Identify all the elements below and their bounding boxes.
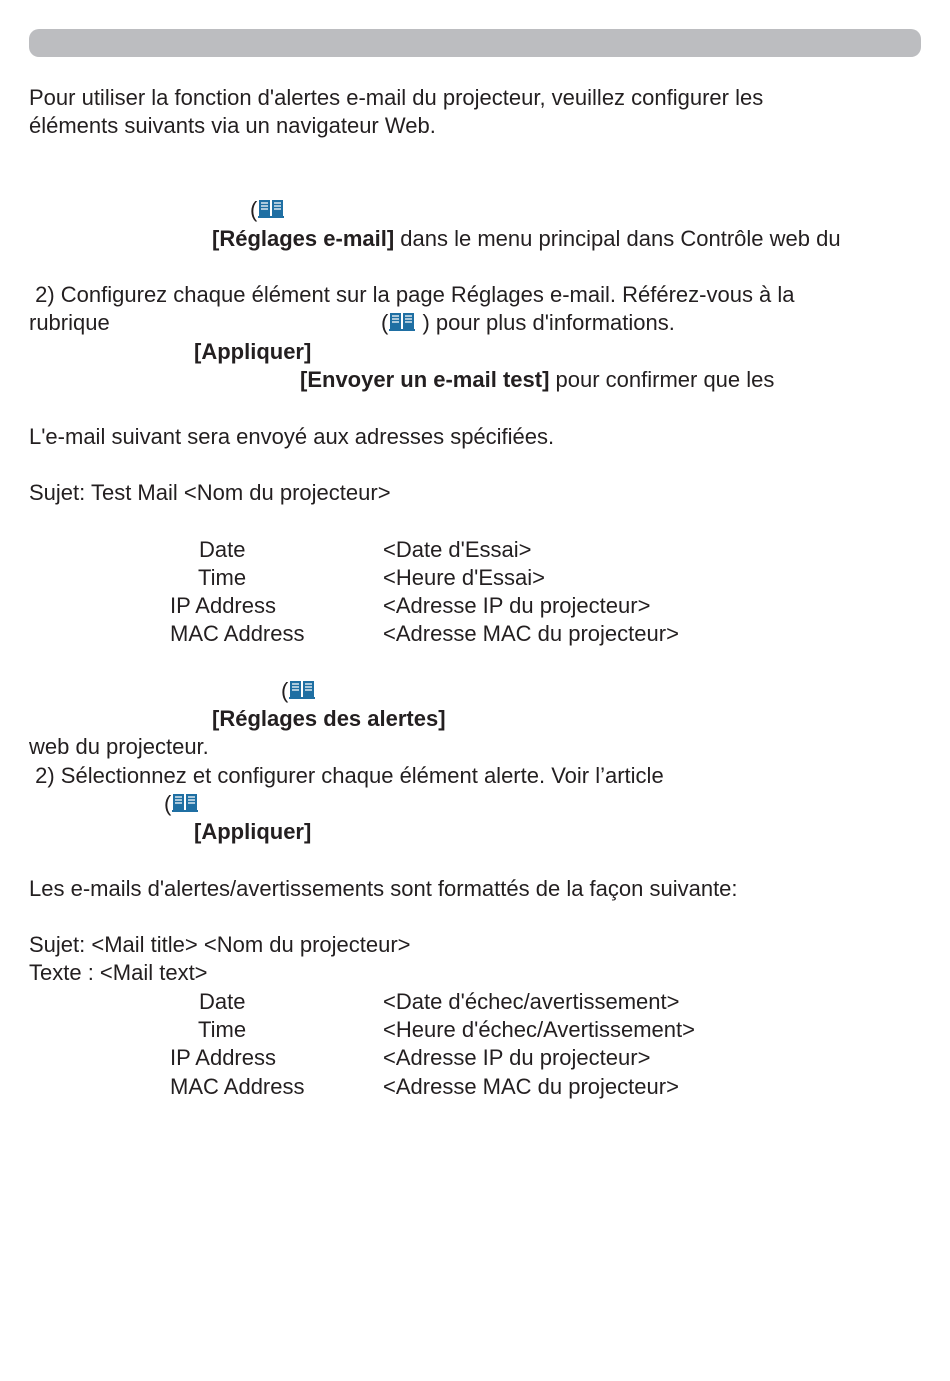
email-step-2-line-2b [381,309,675,337]
email-ref [250,196,285,224]
book-icon [288,678,316,700]
email-step-1-text: dans le menu principal dans Contrôle web du [394,226,841,251]
alert-subject: Sujet: <Mail title> <Nom du projecteur> [29,932,411,957]
test-rest: pour confirmer que les [549,367,775,392]
email-subject: Sujet: Test Mail <Nom du projecteur> [29,480,391,505]
ref-paren: ( [250,197,258,222]
alert-format-intro: Les e-mails d'alertes/avertissements sont formattés de la façon suivante: [29,876,738,901]
step2-info: ) pour plus d'informations. [416,310,675,335]
alert-field-value: <Adresse IP du projecteur> [383,1045,651,1070]
email-field-value: <Date d'Essai> [383,537,532,562]
email-field-label: IP Address [170,593,276,618]
alert-field-label: MAC Address [170,1074,305,1099]
ref-paren: ( [281,678,289,703]
send-test-email-ref: [Envoyer un e-mail test] [300,367,550,392]
email-field-label: Date [199,537,246,562]
intro-line-2: éléments suivants via un navigateur Web. [29,113,436,138]
alert-text: Texte : <Mail text> [29,960,208,985]
email-field-value: <Adresse IP du projecteur> [383,593,651,618]
step2-paren: ( [164,791,172,816]
email-field-value: <Heure d'Essai> [383,565,545,590]
email-step-2-line-1: 2) Configurez chaque élément sur la page Réglages e-mail. Référez-vous à la [29,282,795,307]
alert-step-2-ref [164,790,199,818]
alert-field-value: <Adresse MAC du projecteur> [383,1074,679,1099]
book-icon [171,791,199,813]
email-field-label: MAC Address [170,621,305,646]
alert-apply-ref: [Appliquer] [194,819,312,844]
email-sent-to: L'e-mail suivant sera envoyé aux adresses spécifiées. [29,424,555,449]
email-field-label: Time [198,565,247,590]
intro-line-1: Pour utiliser la fonction d'alertes e-mail du projecteur, veuillez configurer les [29,85,764,110]
alert-ref [281,677,316,705]
alert-step-2-line-1: 2) Sélectionnez et configurer chaque élément alerte. Voir l’article [29,763,664,788]
alert-field-label: Date [199,989,246,1014]
book-icon [388,310,416,332]
email-apply-ref: [Appliquer] [194,339,312,364]
alert-field-label: Time [198,1017,247,1042]
email-field-value: <Adresse MAC du projecteur> [383,621,679,646]
header-bar [29,29,921,57]
email-step-2-line-2a: rubrique [29,310,110,335]
email-test-line [300,366,774,394]
alert-settings-menu-ref: [Réglages des alertes] [212,706,446,731]
alert-field-value: <Date d'échec/avertissement> [383,989,680,1014]
email-step-1 [212,225,841,253]
alert-field-value: <Heure d'échec/Avertissement> [383,1017,695,1042]
email-settings-menu-ref: [Réglages e-mail] [212,226,395,251]
step2-paren: ( [381,310,389,335]
alert-field-label: IP Address [170,1045,276,1070]
alert-step-1-line-2: web du projecteur. [29,734,209,759]
book-icon [257,197,285,219]
